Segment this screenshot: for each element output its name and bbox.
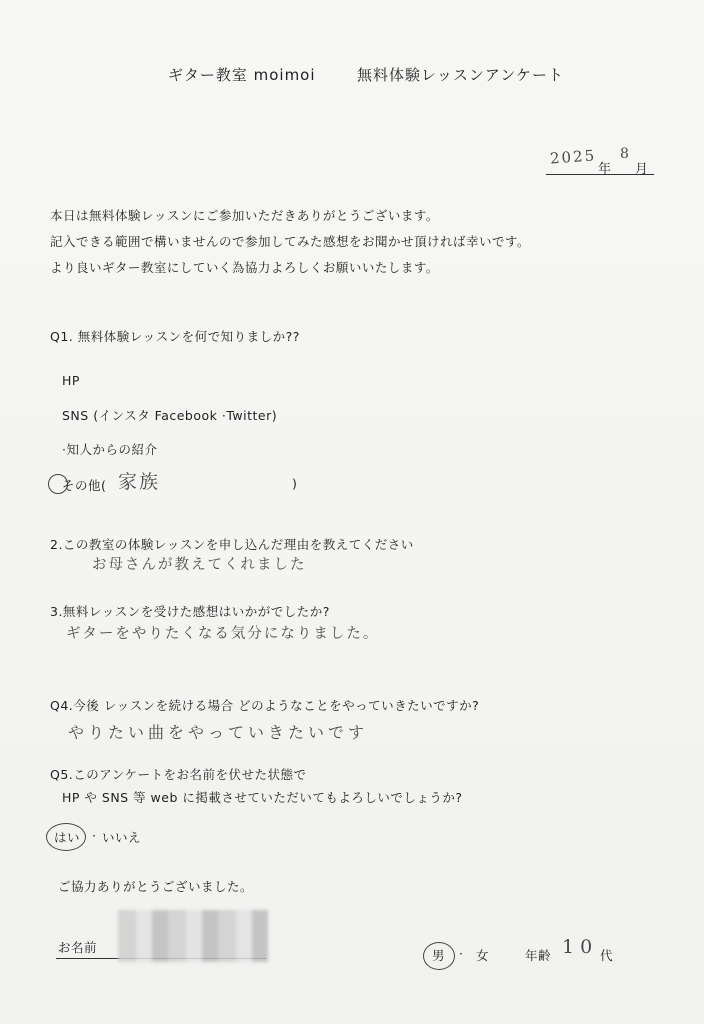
date-month-handwritten: 8: [620, 146, 631, 162]
q1-option-hp: HP: [62, 373, 80, 388]
q4-question: Q4.今後 レッスンを続ける場合 どのようなことをやっていきたいですか?: [50, 698, 480, 713]
name-label: お名前: [58, 940, 98, 955]
q1-option-friend: ·知人からの紹介: [62, 442, 158, 457]
gender-male: 男: [432, 948, 446, 963]
q4-answer-handwritten: やりたい曲をやっていきたいです: [68, 723, 369, 742]
school-title: ギター教室 moimoi: [168, 66, 316, 84]
q1-option-sns: SNS (インスタ Facebook ·Twitter): [62, 408, 278, 423]
q5-question-line-2: HP や SNS 等 web に掲載させていただいてもよろしいでしょうか?: [62, 790, 463, 805]
date-year-label: 年: [598, 162, 612, 177]
name-redaction-blur: [118, 910, 268, 962]
age-label: 年齢: [525, 948, 552, 963]
thanks-message: ご協力ありがとうございました。: [58, 879, 254, 894]
q2-answer-handwritten: お母さんが教えてくれました: [92, 557, 307, 573]
q5-yes-option: はい: [54, 830, 81, 845]
q5-separator: ·: [92, 828, 97, 843]
q2-question: 2.この教室の体験レッスンを申し込んだ理由を教えてください: [50, 537, 414, 552]
q3-question: 3.無料レッスンを受けた感想はいかがでしたか?: [50, 604, 330, 619]
gender-female: 女: [476, 948, 490, 963]
age-suffix: 代: [600, 948, 614, 963]
q3-answer-handwritten: ギターをやりたくなる気分になりました。: [66, 626, 380, 642]
date-month-label: 月: [635, 162, 649, 177]
survey-title: 無料体験レッスンアンケート: [357, 66, 564, 84]
q1-other-close-paren: ): [292, 476, 298, 491]
q1-question: Q1. 無料体験レッスンを何で知りましか??: [50, 329, 300, 344]
q1-option-other: その他(: [62, 478, 107, 493]
age-handwritten: 10: [562, 936, 599, 958]
q5-no-option: いいえ: [102, 830, 142, 845]
intro-line-1: 本日は無料体験レッスンにご参加いただきありがとうございます。: [50, 208, 439, 223]
intro-line-3: より良いギター教室にしていく為協力よろしくお願いいたします。: [50, 260, 439, 275]
q5-question-line-1: Q5.このアンケートをお名前を伏せた状態で: [50, 767, 307, 782]
q1-other-answer-handwritten: 家族: [118, 471, 161, 493]
gender-separator: ·: [459, 946, 464, 961]
intro-line-2: 記入できる範囲で構いませんので参加してみた感想をお聞かせ頂ければ幸いです。: [50, 234, 531, 249]
date-year-handwritten: 2025: [549, 146, 597, 168]
